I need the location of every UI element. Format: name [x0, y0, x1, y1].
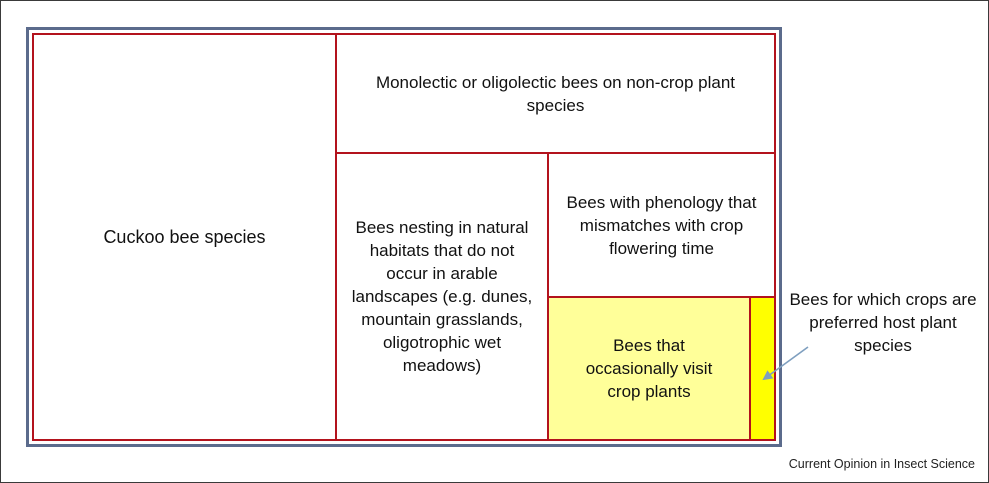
- cell-monolectic-bees: [335, 33, 776, 154]
- callout-text: Bees for which crops are preferred host plant species: [789, 290, 977, 355]
- callout-crop-preferring: [788, 288, 978, 357]
- cell-cuckoo-label: Cuckoo bee species: [103, 226, 266, 247]
- cell-nesting-bees: [335, 152, 549, 441]
- cell-nesting-label: Bees nesting in natural habitats that do not occur in arable landscapes (e.g. dunes, mountain grasslands, oligotrophic wet meadows): [351, 218, 533, 375]
- cell-monolectic-label: Monolectic or oligolectic bees on non-crop plant species: [375, 72, 736, 115]
- cell-phenology-label: Bees with phenology that mismatches with crop flowering time: [566, 192, 757, 258]
- cell-occasional-label: Bees that occasionally visit crop plants: [585, 336, 713, 401]
- journal-credit: Current Opinion in Insect Science: [788, 457, 975, 471]
- cell-phenology-bees: [547, 152, 776, 298]
- cell-occasional-visitors: [547, 296, 751, 441]
- cell-cuckoo-bees: [32, 33, 337, 441]
- bee-category-diagram: [26, 27, 782, 447]
- cell-crop-preferring-bees: [749, 296, 776, 441]
